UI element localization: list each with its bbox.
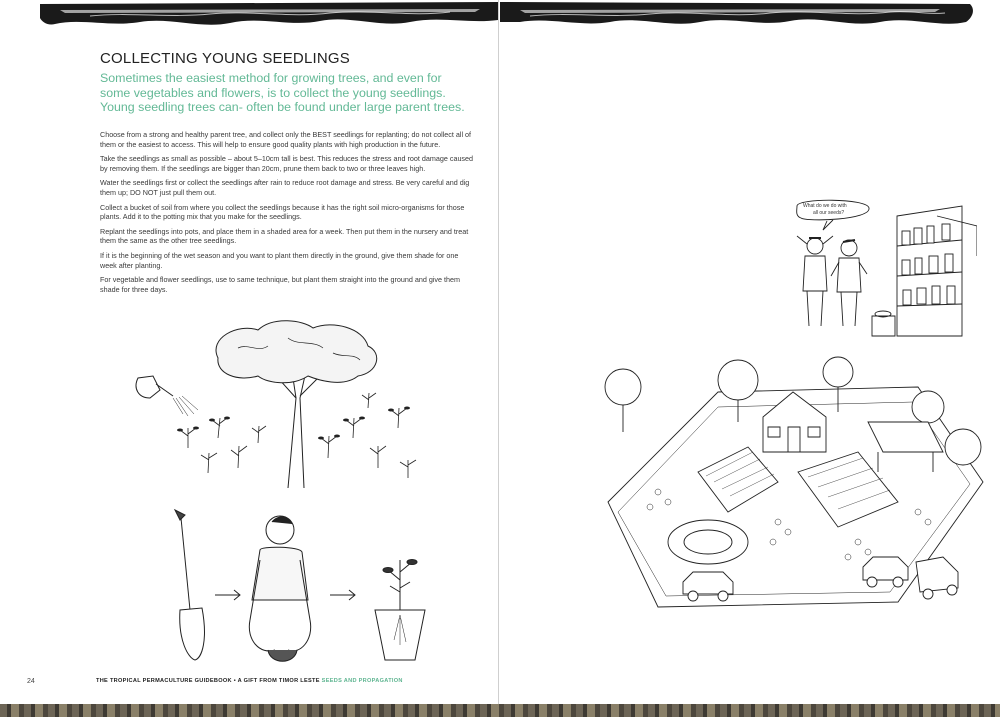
paragraph: Choose from a strong and healthy parent tree, and collect only the BEST seedlings for replanting; do not collect all of them or the easiest to access. This will help to ensure good quality plants with high production in the future.	[100, 130, 472, 149]
tree-seedlings-illustration	[128, 318, 428, 488]
seed-question-illustration	[787, 196, 977, 346]
background-strip	[0, 704, 1000, 717]
digging-seedling-illustration	[150, 500, 450, 670]
footer-title: THE TROPICAL PERMACULTURE GUIDEBOOK • A GIFT FROM TIMOR LESTE	[96, 678, 320, 684]
page-heading: COLLECTING YOUNG SEEDLINGS	[100, 50, 350, 67]
speech-bubble-line: What do we do with	[803, 203, 847, 209]
footer-section: SEEDS AND PROPAGATION	[321, 678, 403, 684]
right-page	[500, 0, 1000, 704]
paragraph: Take the seedlings as small as possible – about 5–10cm tall is best. This reduces the stress and root damage caused by removing them. If the seedlings are bigger than 20cm, prune them back to two or three leaves high.	[100, 154, 474, 173]
paragraph: Water the seedlings first or collect the seedlings after rain to reduce root damage and stress. Be very careful and dig them up; DO NOT just pull them out.	[100, 178, 470, 197]
community-seed-garden-illustration	[598, 352, 990, 627]
intro-text: Sometimes the easiest method for growing trees, and even for some vegetables and flowers, is to collect the young seedlings. Young seedling trees can- often be found under large parent trees.	[100, 71, 465, 115]
paragraph: Collect a bucket of soil from where you collect the seedlings because it has the right soil micro-organisms for those plants. Add it to the potting mix that you make for the seedlings.	[100, 202, 465, 222]
left-page	[0, 0, 499, 704]
paragraph: For vegetable and flower seedlings, use to same technique, but plant them straight into the ground and give them shade for three days.	[100, 275, 460, 294]
page-footer	[96, 678, 403, 684]
speech-bubble-line: all our seeds?	[813, 210, 845, 216]
brush-stroke-banner	[500, 0, 1000, 34]
paragraph: If it is the beginning of the wet season and you want to plant them directly in the ground, give them shade for one week after planting.	[100, 250, 459, 270]
paragraph: Replant the seedlings into pots, and place them in a shaded area for a week. Then put them in the nursery and treat them the same as the other tree seedlings.	[100, 226, 469, 246]
brush-stroke-banner	[0, 0, 498, 34]
page-number: 24	[27, 678, 35, 685]
body-text	[100, 130, 475, 299]
